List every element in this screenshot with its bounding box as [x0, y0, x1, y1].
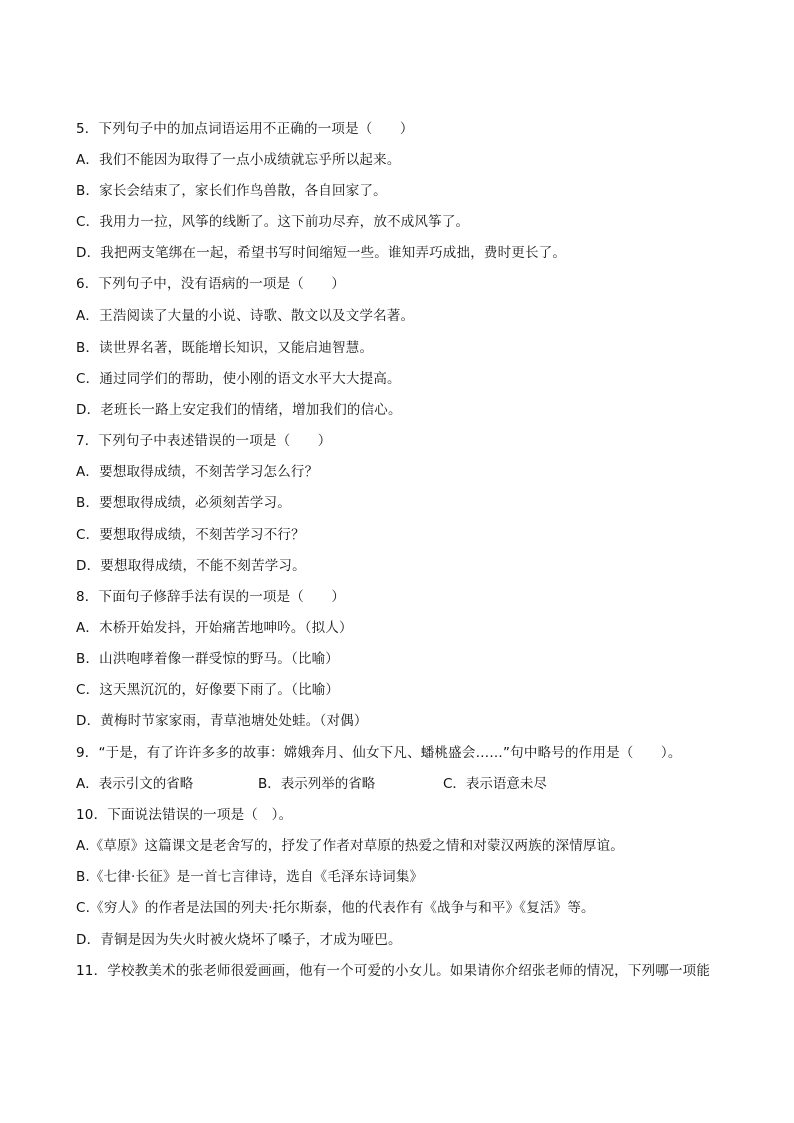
question-6-option-c: C．通过同学们的帮助，使小刚的语文水平大大提高。	[76, 371, 401, 387]
question-8-option-c: C．这天黑沉沉的，好像要下雨了。（比喻）	[76, 682, 340, 698]
question-11-stem: 11．学校教美术的张老师很爱画画，他有一个可爱的小女儿。如果请你介绍张老师的情况，下列哪一项能	[76, 963, 711, 979]
question-7-option-c: C．要想取得成绩，不刻苦学习不行？	[76, 527, 305, 543]
question-9-option-c: C．表示语意未尽	[443, 776, 547, 792]
question-5-stem: 5．下列句子中的加点词语运用不正确的一项是（ ）	[76, 121, 414, 137]
question-5-option-b: B．家长会结束了，家长们作鸟兽散，各自回家了。	[76, 183, 387, 199]
question-8-stem: 8．下面句子修辞手法有误的一项是（ ）	[76, 589, 346, 605]
question-9-stem: 9．“于是，有了许许多多的故事：嫦娥奔月、仙女下凡、蟠桃盛会……”句中略号的作用是（ ）。	[76, 745, 682, 761]
question-9-option-b: B．表示列举的省略	[258, 776, 376, 792]
question-10-stem: 10．下面说法错误的一项是（ ）。	[76, 807, 293, 823]
question-8-option-d: D．黄梅时节家家雨，青草池塘处处蛙。（对偶）	[76, 713, 368, 729]
question-6-stem: 6．下列句子中，没有语病的一项是（ ）	[76, 276, 346, 292]
question-7-stem: 7．下列句子中表述错误的一项是（ ）	[76, 433, 332, 449]
question-5-option-d: D．我把两支笔绑在一起，希望书写时间缩短一些。谁知弄巧成拙，费时更长了。	[76, 245, 567, 261]
question-6-option-b: B．读世界名著，既能增长知识，又能启迪智慧。	[76, 340, 374, 356]
question-7-option-b: B．要想取得成绩，必须刻苦学习。	[76, 495, 291, 511]
question-10-option-c: C.《穷人》的作者是法国的列夫·托尔斯泰，他的代表作有《战争与和平》《复活》等。	[76, 900, 595, 916]
question-5-option-a: A．我们不能因为取得了一点小成绩就忘乎所以起来。	[76, 152, 401, 168]
question-10-option-b: B.《七律·长征》是一首七言律诗，选自《毛泽东诗词集》	[76, 869, 424, 885]
question-10-option-a: A.《草原》这篇课文是老舍写的，抒发了作者对草原的热爱之情和对蒙汉两族的深情厚谊。	[76, 838, 624, 854]
question-7-option-a: A．要想取得成绩，不刻苦学习怎么行？	[76, 464, 319, 480]
question-8-option-b: B．山洪咆哮着像一群受惊的野马。（比喻）	[76, 651, 340, 667]
question-7-option-d: D．要想取得成绩，不能不刻苦学习。	[76, 558, 306, 574]
question-6-option-d: D．老班长一路上安定我们的情绪，增加我们的信心。	[76, 402, 402, 418]
question-6-option-a: A．王浩阅读了大量的小说、诗歌、散文以及文学名著。	[76, 308, 415, 324]
question-9-option-a: A．表示引文的省略	[76, 776, 194, 792]
question-5-option-c: C．我用力一拉，风筝的线断了。这下前功尽弃，放不成风筝了。	[76, 214, 470, 230]
question-8-option-a: A．木桥开始发抖，开始痛苦地呻吟。（拟人）	[76, 620, 353, 636]
question-10-option-d: D．青铜是因为失火时被火烧坏了嗓子，才成为哑巴。	[76, 932, 402, 948]
